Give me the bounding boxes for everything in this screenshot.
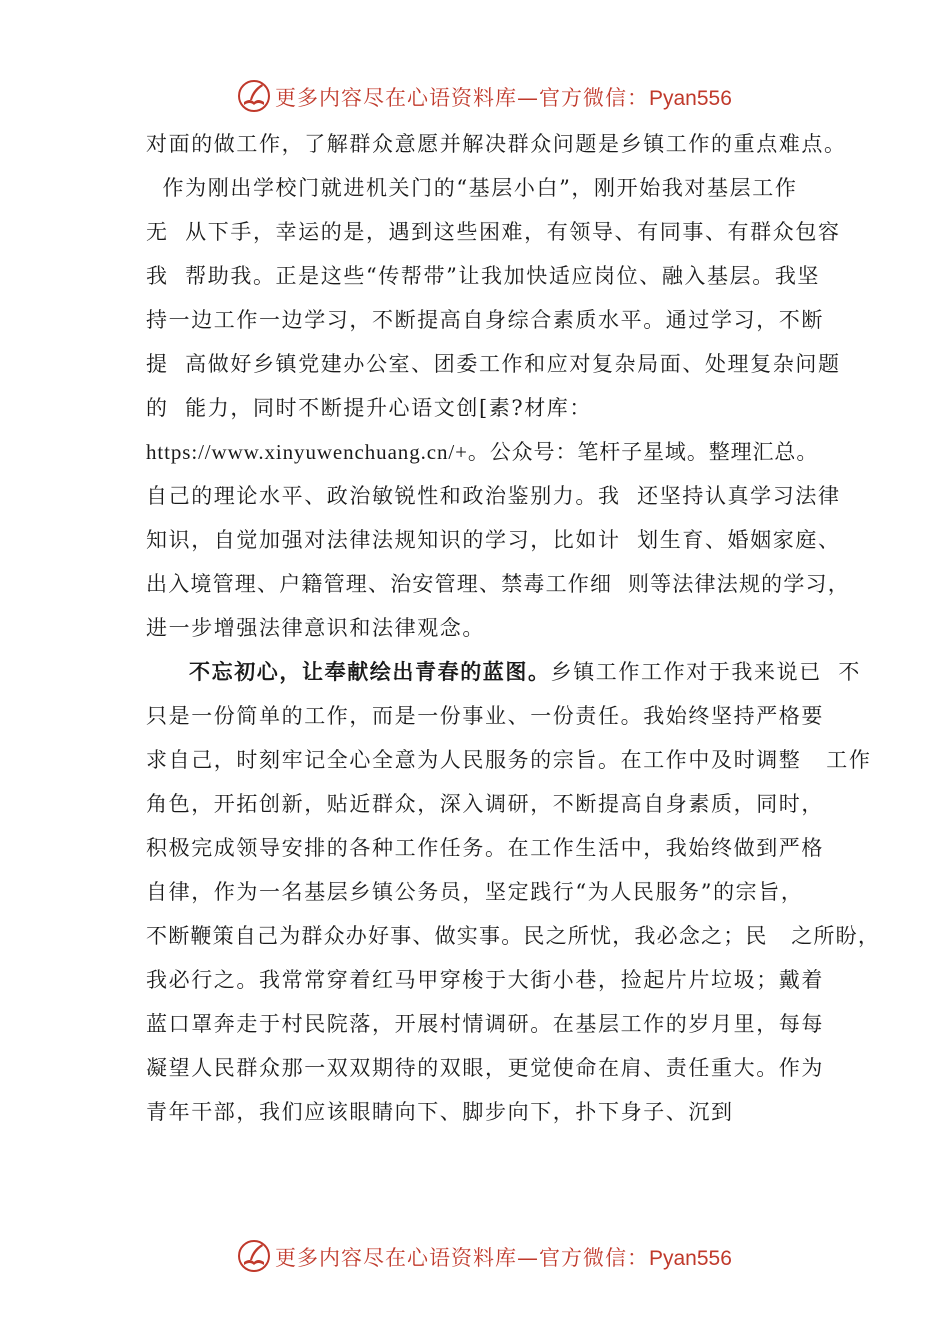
text-line: 角色，开拓创新，贴近群众，深入调研，不断提高自身素质，同时， bbox=[146, 792, 824, 816]
text-line: 凝望人民群众那一双双期待的双眼，更觉使命在肩、责任重大。作为 bbox=[146, 1056, 824, 1080]
text-line: 知识，自觉加强对法律法规知识的学习，比如计 划生育、婚姻家庭、 bbox=[146, 528, 841, 552]
footer-banner bbox=[0, 1230, 950, 1278]
header-banner-text: 更多内容尽在心语资料库—官方微信：Pyan556 bbox=[275, 86, 732, 110]
text-line: 青年干部，我们应该眼睛向下、脚步向下，扑下身子、沉到 bbox=[146, 1100, 734, 1124]
text-line: 持一边工作一边学习，不断提高自身综合素质水平。通过学习，不断 bbox=[146, 308, 824, 332]
book-feather-icon bbox=[236, 1238, 272, 1274]
footer-wechat-id: Pyan556 bbox=[649, 1247, 732, 1270]
text-line: 对面的做工作，了解群众意愿并解决群众问题是乡镇工作的重点难点。 bbox=[146, 132, 847, 156]
text-line: 的 能力，同时不断提升心语文创[素?材库： bbox=[146, 396, 593, 420]
text-line: 求自己，时刻牢记全心全意为人民服务的宗旨。在工作中及时调整 工作 bbox=[146, 748, 872, 772]
header-banner bbox=[0, 70, 950, 118]
text-line: 无 从下手，幸运的是，遇到这些困难，有领导、有同事、有群众包容 bbox=[146, 220, 841, 244]
text-line: 积极完成领导安排的各种工作任务。在工作生活中，我始终做到严格 bbox=[146, 836, 824, 860]
header-wechat-id: Pyan556 bbox=[649, 87, 732, 110]
text-line: 蓝口罩奔走于村民院落，开展村情调研。在基层工作的岁月里，每每 bbox=[146, 1012, 824, 1036]
section-heading: 不忘初心，让奉献绘出青春的蓝图。 bbox=[189, 659, 551, 684]
text-line: 进一步增强法律意识和法律观念。 bbox=[146, 616, 485, 640]
book-feather-icon bbox=[236, 78, 272, 114]
text-line: 作为刚出学校门就进机关门的“基层小白”，刚开始我对基层工作 bbox=[146, 176, 798, 200]
text-line: 不断鞭策自己为群众办好事、做实事。民之所忧，我必念之；民 之所盼， bbox=[146, 924, 881, 948]
text-line: 我必行之。我常常穿着红马甲穿梭于大街小巷，捡起片片垃圾；戴着 bbox=[146, 968, 824, 992]
text-line: 我 帮助我。正是这些“传帮带”让我加快适应岗位、融入基层。我坚 bbox=[146, 264, 821, 288]
footer-banner-text: 更多内容尽在心语资料库—官方微信：Pyan556 bbox=[275, 1246, 732, 1270]
text-line: 只是一份简单的工作，而是一份事业、一份责任。我始终坚持严格要 bbox=[146, 704, 824, 728]
text-line: 乡镇工作工作对于我来说已 不 bbox=[550, 660, 861, 684]
text-line: 自己的理论水平、政治敏锐性和政治鉴别力。我 还坚持认真学习法律 bbox=[146, 484, 841, 508]
para2-first-line bbox=[189, 658, 861, 686]
text-line: 自律，作为一名基层乡镇公务员，坚定践行“为人民服务”的宗旨， bbox=[146, 880, 804, 904]
text-line: 出入境管理、户籍管理、治安管理、禁毒工作细 则等法律法规的学习， bbox=[146, 572, 850, 596]
text-line-url: https://www.xinyuwenchuang.cn/+。公众号：笔杆子星域。整理汇总。 bbox=[146, 440, 819, 464]
text-line: 提 高做好乡镇党建办公室、团委工作和应对复杂局面、处理复杂问题 bbox=[146, 352, 841, 376]
